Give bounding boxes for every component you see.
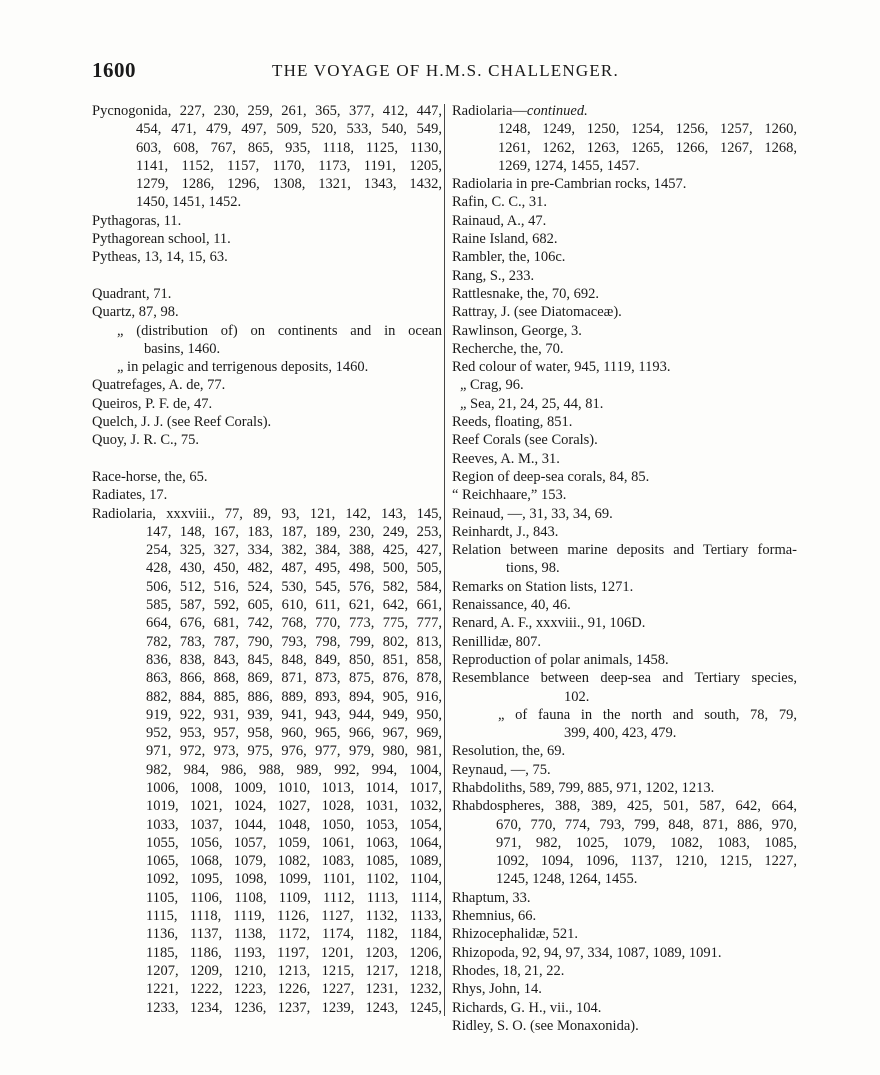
index-entry-radiolaria-precambrian: Radiolaria in pre-Cambrian rocks, 1457.	[452, 176, 687, 193]
index-entry-raine-island: Raine Island, 682.	[452, 231, 558, 248]
index-entry-rhizocephalidae: Rhizocephalidæ, 521.	[452, 926, 579, 943]
index-entry-rhabdoliths: Rhabdoliths, 589, 799, 885, 971, 1202, 1213.	[452, 779, 715, 796]
index-entry-rhodes: Rhodes, 18, 21, 22.	[452, 962, 565, 979]
index-entry-rhys: Rhys, John, 14.	[452, 981, 542, 998]
index-column-right	[452, 102, 797, 1035]
index-entry-reinaud: Reinaud, —, 31, 33, 34, 69.	[452, 505, 613, 522]
index-entry-queiros: Queiros, P. F. de, 47.	[92, 395, 213, 412]
index-entry-rattray: Rattray, J. (see Diatomaceæ).	[452, 304, 622, 321]
index-entry-reef-corals: Reef Corals (see Corals).	[452, 432, 598, 449]
index-entry-quatrefages: Quatrefages, A. de, 77.	[92, 377, 226, 394]
index-subentry-red-crag: „ Crag, 96.	[460, 377, 524, 394]
index-entry-quartz: Quartz, 87, 98.	[92, 304, 179, 321]
index-entry-rhabdospheres: Rhabdospheres, 388, 389, 425, 501, 587, 642, 664, 670, 770, 774, 793, 799, 848, 871, 886, 970, 971, 982, 1025, 1079, 1082, 1083, 1085, 1092, 1094, 1096, 1137, 1210, 1215, 1227, 1245, 1248, 1264, 1455.	[452, 798, 797, 888]
index-entry-rafin: Rafin, C. C., 31.	[452, 194, 548, 211]
index-entry-radiolaria-continued: Radiolaria—continued. 1248, 1249, 1250, 1254, 1256, 1257, 1260, 1261, 1262, 1263, 1265, 1266, 1267, 1268, 1269, 1274, 1455, 1457.	[452, 103, 797, 174]
index-entry-reproduction: Reproduction of polar animals, 1458.	[452, 651, 669, 668]
index-entry-renillidae: Renillidæ, 807.	[452, 633, 542, 650]
index-entry-red-colour: Red colour of water, 945, 1119, 1193.	[452, 359, 671, 376]
index-entry-reynaud: Reynaud, —, 75.	[452, 761, 551, 778]
index-entry-reeds: Reeds, floating, 851.	[452, 414, 573, 431]
section-gap	[92, 450, 442, 468]
index-entry-quadrant: Quadrant, 71.	[92, 285, 172, 302]
index-entry-pythagorean-school: Pythagorean school, 11.	[92, 231, 231, 248]
index-entry-renard: Renard, A. F., xxxviii., 91, 106D.	[452, 615, 646, 632]
index-entry-rhizopoda: Rhizopoda, 92, 94, 97, 334, 1087, 1089, 1091.	[452, 944, 722, 961]
section-gap	[92, 267, 442, 285]
index-entry-rattlesnake: Rattlesnake, the, 70, 692.	[452, 285, 599, 302]
index-entry-remarks: Remarks on Station lists, 1271.	[452, 578, 634, 595]
index-entry-rawlinson: Rawlinson, George, 3.	[452, 322, 582, 339]
index-entry-rambler: Rambler, the, 106c.	[452, 249, 566, 266]
running-title: THE VOYAGE OF H.M.S. CHALLENGER.	[272, 61, 619, 80]
index-entry-radiolaria: Radiolaria, xxxviii., 77, 89, 93, 121, 142, 143, 145, 147, 148, 167, 183, 187, 189, 230, 249, 253, 254, 325, 327, 334, 382, 384, 388, 425, 427, 428, 430, 450, 482, 487, 495, 498, 500, 505, 506, 512, 516, 524, 530, 545, 576, 582, 584, 585, 587, 592, 605, 610, 611, 621, 642, 661, 664, 676, 681, 742, 768, 770, 773, 775, 777, 782, 783, 787, 790, 793, 798, 799, 802, 813, 836, 838, 843, 845, 848, 849, 850, 851, 858, 863, 866, 868, 869, 871, 873, 875, 876, 878, 882, 884, 885, 886, 889, 893, 894, 905, 916, 919, 922, 931, 939, 941, 943, 944, 949, 950, 952, 953, 957, 958, 960, 965, 966, 967, 969, 971, 972, 973, 975, 976, 977, 979, 980, 981, 982, 984, 986, 988, 989, 992, 994, 1004, 1006, 1008, 1009, 1010, 1013, 1014, 1017, 1019, 1021, 1024, 1027, 1028, 1031, 1032, 1033, 1037, 1044, 1048, 1050, 1053, 1054, 1055, 1056, 1057, 1059, 1061, 1063, 1064, 1065, 1068, 1079, 1082, 1083, 1085, 1089, 1092, 1095, 1098, 1099, 1101, 1102, 1104, 1105, 1106, 1108, 1109, 1112, 1113, 1114, 1115, 1118, 1119, 1126, 1127, 1132, 1133, 1136, 1137, 1138, 1172, 1174, 1182, 1184, 1185, 1186, 1193, 1197, 1201, 1203, 1206, 1207, 1209, 1210, 1213, 1215, 1217, 1218, 1221, 1222, 1223, 1226, 1227, 1231, 1232, 1233, 1234, 1236, 1237, 1239, 1243, 1245,	[92, 505, 442, 1016]
index-entry-recherche: Recherche, the, 70.	[452, 340, 564, 357]
index-entry-quoy: Quoy, J. R. C., 75.	[92, 432, 200, 449]
column-divider	[444, 104, 445, 1016]
index-entry-renaissance: Renaissance, 40, 46.	[452, 597, 571, 614]
index-column-left	[92, 102, 442, 1017]
index-entry-relation: Relation between marine deposits and Tertiary forma- tions, 98.	[452, 542, 797, 577]
index-entry-resemblance: Resemblance between deep-sea and Tertiary species, 102.	[452, 670, 797, 705]
index-entry-richards: Richards, G. H., vii., 104.	[452, 999, 602, 1016]
index-entry-quelch: Quelch, J. J. (see Reef Corals).	[92, 414, 272, 431]
index-subentry-red-sea: „ Sea, 21, 24, 25, 44, 81.	[460, 395, 604, 412]
index-entry-reinhardt: Reinhardt, J., 843.	[452, 523, 559, 540]
index-entry-region: Region of deep-sea corals, 84, 85.	[452, 468, 650, 485]
index-entry-pythagoras: Pythagoras, 11.	[92, 212, 182, 229]
index-entry-rang: Rang, S., 233.	[452, 267, 535, 284]
index-entry-ridley: Ridley, S. O. (see Monaxonida).	[452, 1017, 639, 1034]
page-header	[92, 58, 862, 84]
index-entry-radiates: Radiates, 17.	[92, 487, 168, 504]
index-entry-resolution: Resolution, the, 69.	[452, 743, 566, 760]
index-entry-rainaud: Rainaud, A., 47.	[452, 212, 547, 229]
index-entry-race-horse: Race-horse, the, 65.	[92, 468, 208, 485]
index-entry-reichhaare: “ Reichhaare,” 153.	[452, 487, 567, 504]
index-subentry-quartz-pelagic: „ in pelagic and terrigenous deposits, 1460.	[117, 359, 369, 376]
index-entry-pycnogonida: Pycnogonida, 227, 230, 259, 261, 365, 377, 412, 447, 454, 471, 479, 497, 509, 520, 533, 540, 549, 603, 608, 767, 865, 935, 1118, 1125, 1130, 1141, 1152, 1157, 1170, 1173, 1191, 1205, 1279, 1286, 1296, 1308, 1321, 1343, 1432, 1450, 1451, 1452.	[92, 103, 442, 211]
page-number: 1600	[92, 58, 136, 82]
index-subentry-resemblance-fauna: „ of fauna in the north and south, 78, 79, 399, 400, 423, 479.	[498, 706, 797, 742]
index-subentry-quartz-distribution: „ (distribution of) on continents and in ocean basins, 1460.	[117, 322, 442, 357]
index-entry-pytheas: Pytheas, 13, 14, 15, 63.	[92, 249, 228, 266]
index-entry-rhaptum: Rhaptum, 33.	[452, 889, 531, 906]
index-entry-reeves: Reeves, A. M., 31.	[452, 450, 560, 467]
index-entry-rhemnius: Rhemnius, 66.	[452, 908, 537, 925]
